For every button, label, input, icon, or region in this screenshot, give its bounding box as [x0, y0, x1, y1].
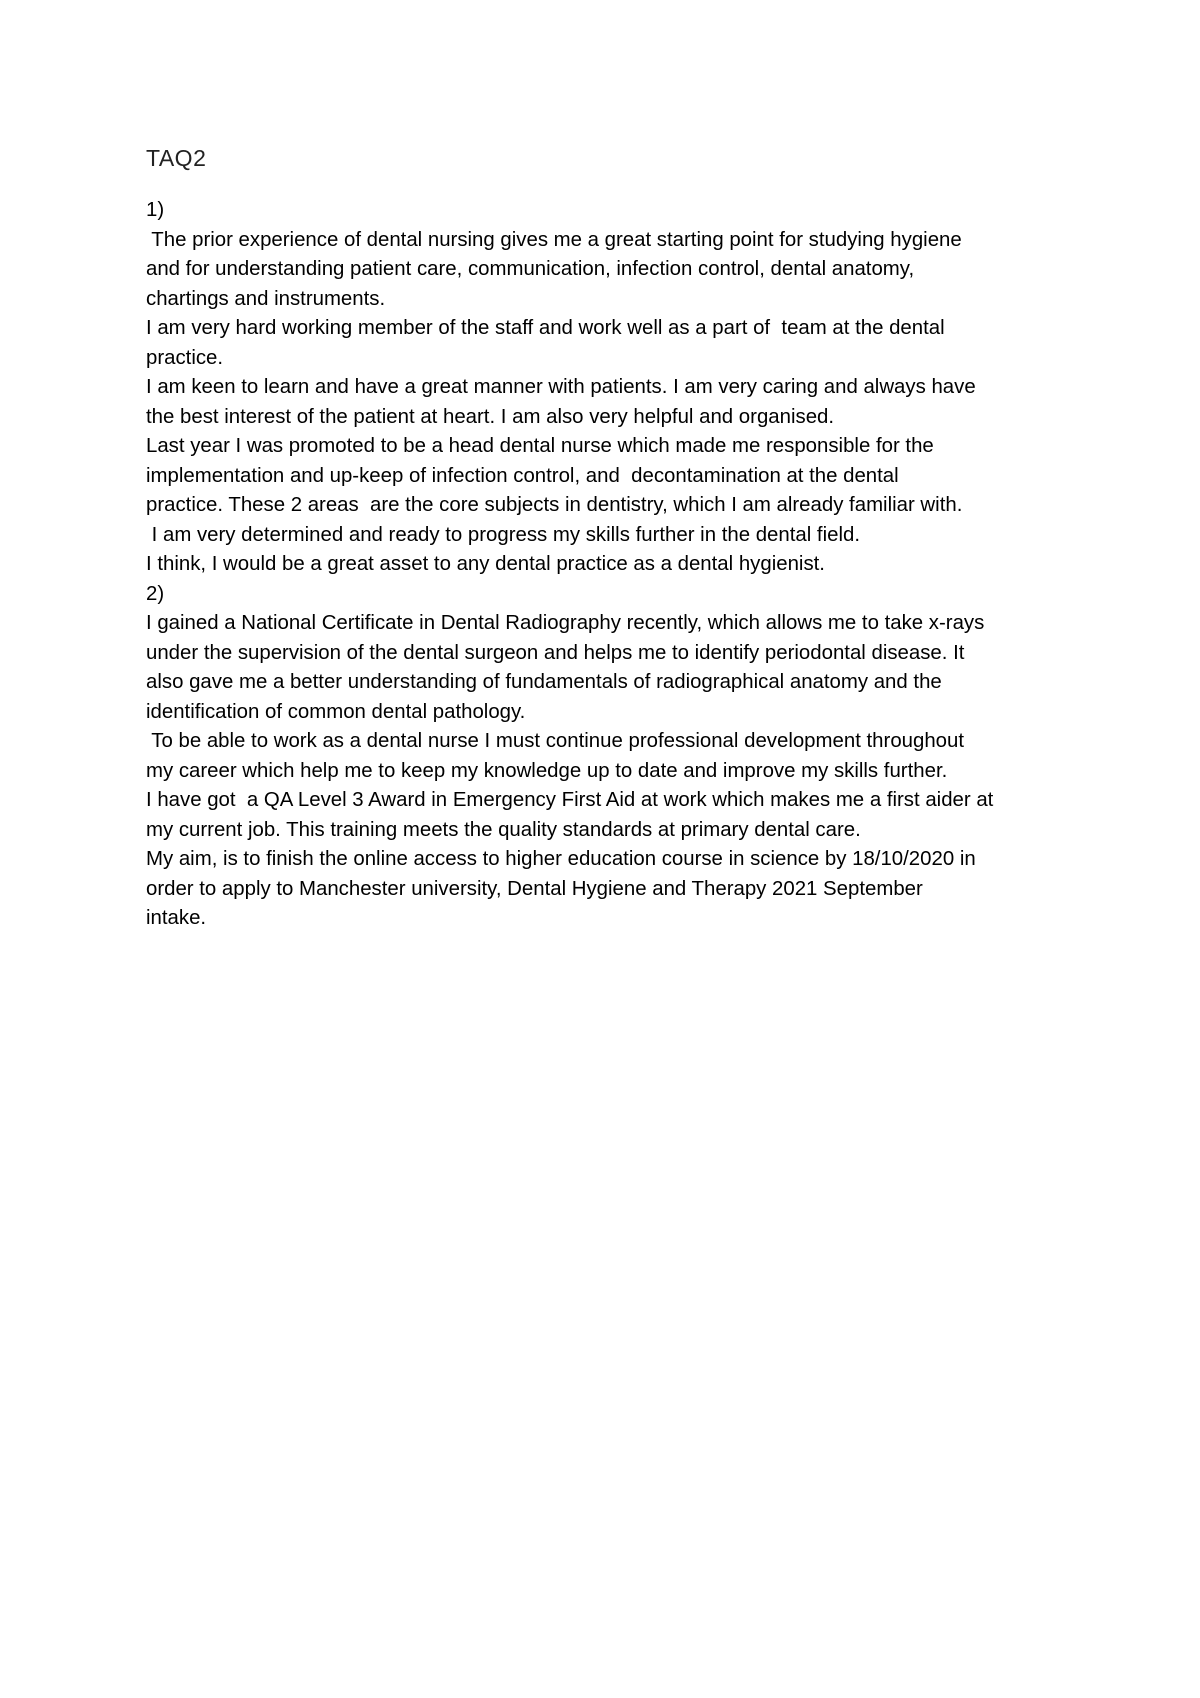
text-line: under the supervision of the dental surgeon and helps me to identify periodontal disease. It	[146, 641, 965, 664]
text-line: my career which help me to keep my knowledge up to date and improve my skills further.	[146, 759, 948, 782]
text-line: my current job. This training meets the quality standards at primary dental care.	[146, 818, 861, 841]
text-line: intake.	[146, 907, 207, 929]
text-line: chartings and instruments.	[146, 287, 386, 310]
document-title: TAQ2	[146, 145, 207, 171]
text-line: The prior experience of dental nursing gives me a great starting point for studying hygiene	[146, 228, 962, 251]
text-line: My aim, is to finish the online access to higher education course in science by 18/10/2020 in	[146, 848, 976, 870]
text-line: I am very determined and ready to progress my skills further in the dental field.	[146, 523, 861, 546]
text-line: and for understanding patient care, communication, infection control, dental anatomy,	[146, 258, 915, 280]
text-line: 2)	[146, 582, 165, 605]
text-line: Last year I was promoted to be a head dental nurse which made me responsible for the	[146, 435, 934, 457]
text-line: order to apply to Manchester university, Dental Hygiene and Therapy 2021 September	[146, 877, 923, 900]
text-line: 1)	[146, 199, 165, 221]
text-line: I gained a National Certificate in Dental Radiography recently, which allows me to take x-rays	[146, 612, 985, 634]
text-line: I am keen to learn and have a great manner with patients. I am very caring and always have	[146, 376, 976, 398]
text-line: implementation and up-keep of infection control, and decontamination at the dental	[146, 464, 899, 487]
text-line: I think, I would be a great asset to any dental practice as a dental hygienist.	[146, 553, 825, 575]
text-line: To be able to work as a dental nurse I must continue professional development throughout	[146, 730, 965, 752]
text-line: I have got a QA Level 3 Award in Emergency First Aid at work which makes me a first aider at	[146, 789, 994, 811]
text-line: the best interest of the patient at heart. I am also very helpful and organised.	[146, 405, 835, 428]
text-line: practice.	[146, 346, 224, 369]
text-line: practice. These 2 areas are the core subjects in dentistry, which I am already familiar with.	[146, 494, 963, 516]
text-line: also gave me a better understanding of fundamentals of radiographical anatomy and the	[146, 671, 942, 693]
document-body	[146, 196, 1076, 934]
text-line: I am very hard working member of the staff and work well as a part of team at the dental	[146, 317, 945, 339]
text-line: identification of common dental pathology.	[146, 700, 526, 723]
